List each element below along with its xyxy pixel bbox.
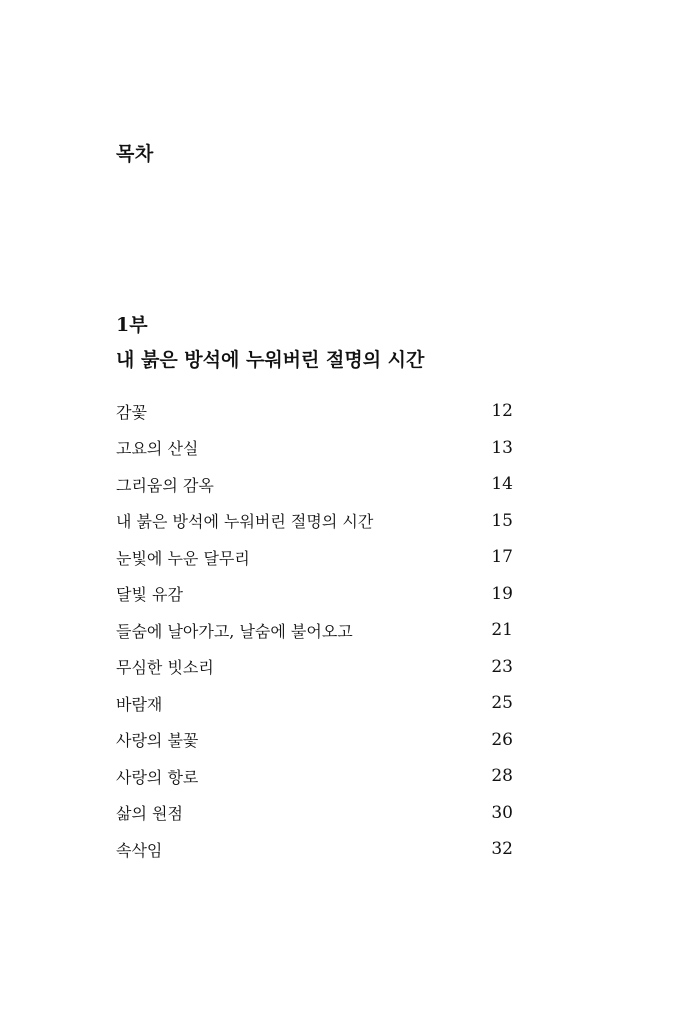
toc-entry[interactable] — [116, 649, 513, 686]
toc-entry[interactable] — [116, 430, 513, 467]
toc-entry[interactable] — [116, 758, 513, 795]
toc-entry-title: 사랑의 불꽃 — [116, 731, 199, 751]
part-title: 내 붉은 방석에 누워버린 절명의 시간 — [116, 349, 425, 371]
toc-entry-title: 고요의 산실 — [116, 439, 199, 459]
toc-entry-page: 32 — [491, 839, 513, 860]
toc-entry-page: 13 — [491, 437, 513, 458]
toc-entry-title: 감꽃 — [116, 402, 147, 422]
toc-entry-page: 28 — [491, 766, 513, 787]
toc-entry-page: 14 — [491, 474, 513, 495]
toc-entry-page: 26 — [491, 729, 513, 750]
part-header — [116, 312, 536, 373]
toc-entry-title: 바람재 — [116, 694, 163, 714]
toc-entry-title: 사랑의 항로 — [116, 767, 199, 787]
toc-entry[interactable] — [116, 576, 513, 613]
toc-entry-page: 17 — [491, 547, 513, 568]
toc-entry[interactable] — [116, 503, 513, 540]
toc-entry[interactable] — [116, 722, 513, 759]
toc-entry-page: 25 — [491, 693, 513, 714]
toc-entry-page: 23 — [491, 656, 513, 677]
toc-entry[interactable] — [116, 393, 513, 430]
toc-entry[interactable] — [116, 612, 513, 649]
page-title: 목차 — [116, 142, 154, 165]
toc-entry-title: 그리움의 감옥 — [116, 475, 214, 495]
part-number: 1부 — [116, 314, 148, 336]
toc-entry-title: 속삭임 — [116, 840, 163, 860]
toc-entry-title: 삶의 원점 — [116, 804, 183, 824]
toc-entry[interactable] — [116, 685, 513, 722]
table-of-contents — [116, 393, 513, 868]
toc-entry-title: 내 붉은 방석에 누워버린 절명의 시간 — [116, 512, 374, 532]
toc-entry-title: 무심한 빗소리 — [116, 658, 214, 678]
toc-entry-title: 달빛 유감 — [116, 585, 183, 605]
toc-entry[interactable] — [116, 466, 513, 503]
toc-entry[interactable] — [116, 795, 513, 832]
toc-entry-page: 12 — [491, 401, 513, 422]
toc-entry-page: 19 — [491, 583, 513, 604]
toc-entry[interactable] — [116, 831, 513, 868]
toc-entry-page: 30 — [491, 802, 513, 823]
toc-entry-page: 21 — [491, 620, 513, 641]
toc-entry-page: 15 — [491, 510, 513, 531]
toc-entry-title: 들숨에 날아가고, 날숨에 불어오고 — [116, 621, 353, 641]
toc-entry-title: 눈빛에 누운 달무리 — [116, 548, 250, 568]
toc-entry[interactable] — [116, 539, 513, 576]
